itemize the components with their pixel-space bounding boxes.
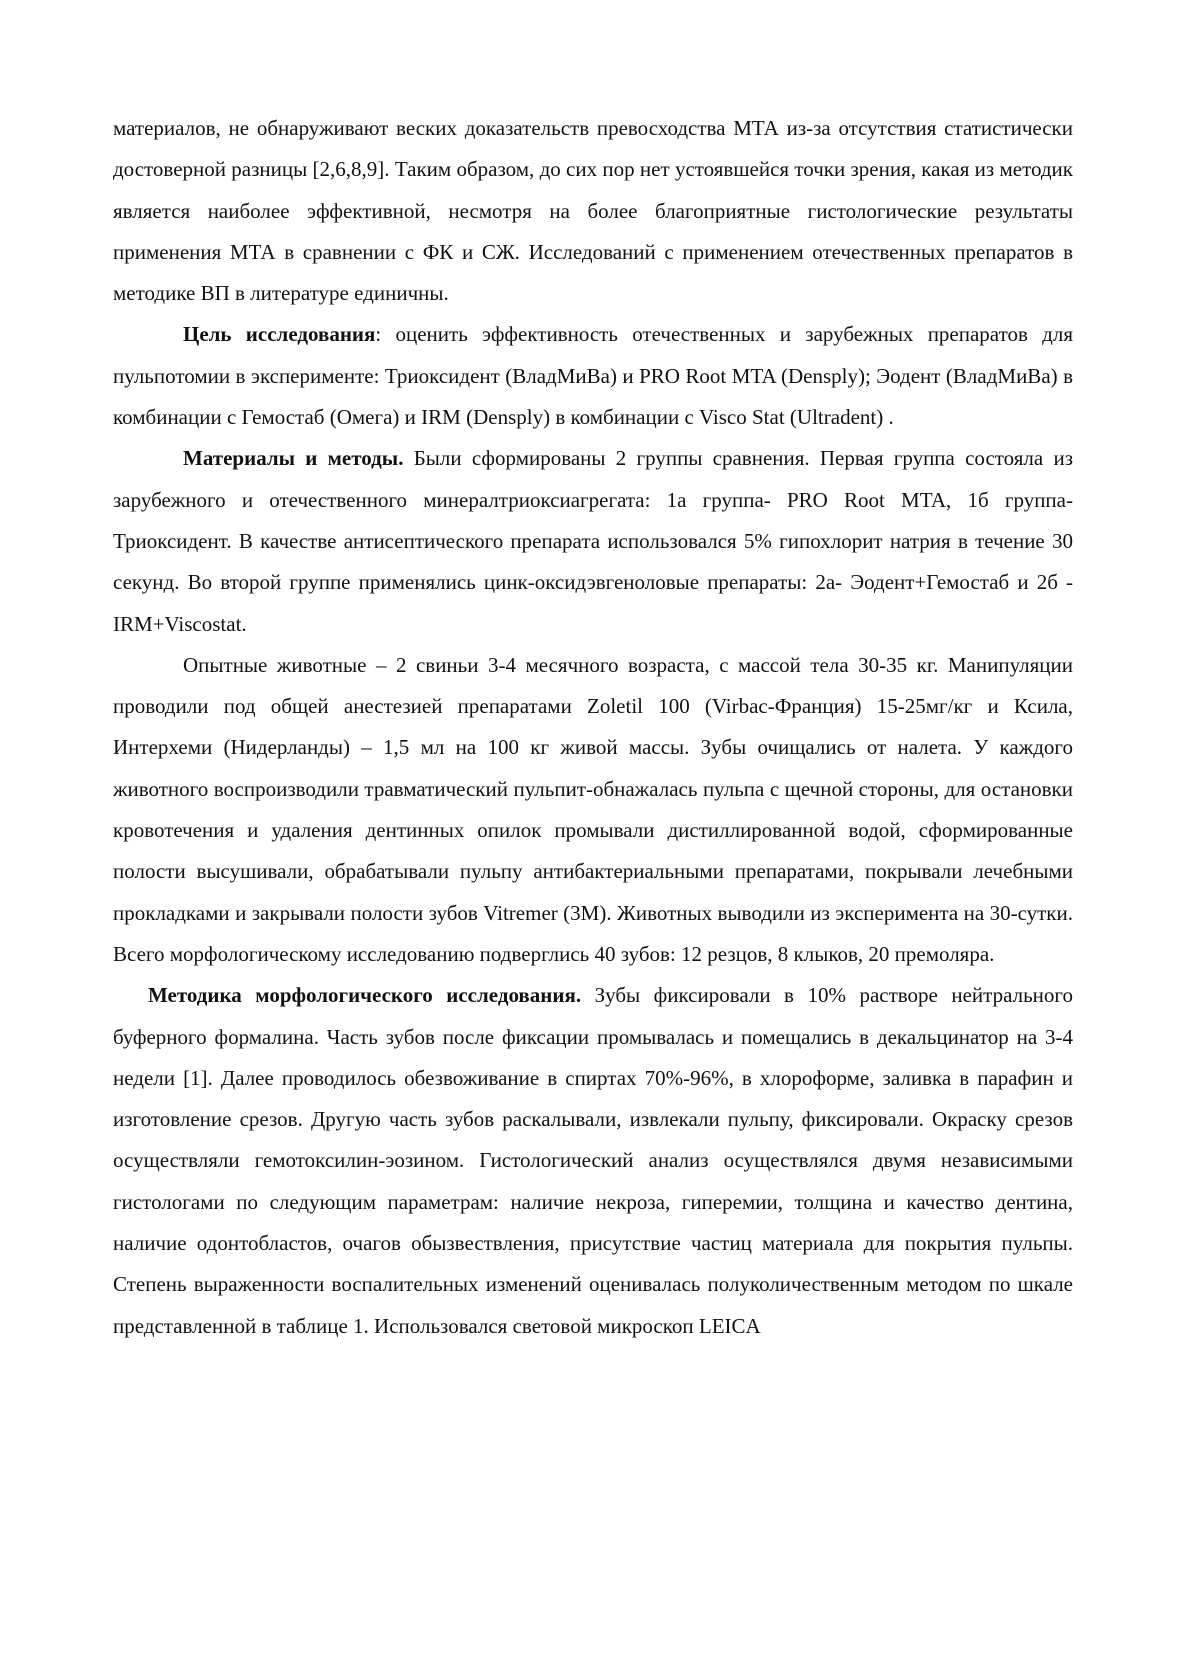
paragraph-morphology-method xyxy=(113,975,1073,1347)
paragraph-experimental-animals: Опытные животные – 2 свиньи 3-4 месячного возраста, с массой тела 30-35 кг. Манипуляции проводили под общей анестезией препаратами Zoletil 100 (Virbac-Франция) 15-25мг/кг и Ксила, Интерхеми (Нидерланды) – 1,5 мл на 100 кг живой массы. Зубы очищались от налета. У каждого животного воспроизводили травматический пульпит-обнажалась пульпа с щечной стороны, для остановки кровотечения и удаления дентинных опилок промывали дистиллированной водой, сформированные полости высушивали, обрабатывали пульпу антибактериальными препаратами, покрывали лечебными прокладками и закрывали полости зубов Vitremer (3M). Животных выводили из эксперимента на 30-сутки. Всего морфологическому исследованию подверглись 40 зубов: 12 резцов, 8 клыков, 20 премоляра. xyxy=(113,652,1073,966)
paragraph-study-aim xyxy=(113,314,1073,438)
document-page xyxy=(113,108,1073,1347)
materials-methods-text: Были сформированы 2 группы сравнения. Первая группа состояла из зарубежного и отечественного минералтриоксиагрегата: 1а группа- PRO Root MTA, 1б группа- Триоксидент. В качестве антисептического препарата использовался 5% гипохлорит натрия в течение 30 секунд. Во второй группе применялись цинк-оксидэвгеноловые препараты: 2а- Эодент+Гемостаб и 2б - IRM+Viscostat. xyxy=(113,446,1073,636)
study-aim-heading: Цель исследования xyxy=(183,322,376,347)
morphology-method-text: Зубы фиксировали в 10% растворе нейтрального буферного формалина. Часть зубов после фиксации промывалась и помещались в декальцинатор на 3-4 недели [1]. Далее проводилось обезвоживание в спиртах 70%-96%, в хлороформе, заливка в парафин и изготовление срезов. Другую часть зубов раскалывали, извлекали пульпу, фиксировали. Окраску срезов осуществляли гемотоксилин-эозином. Гистологический анализ осуществлялся двумя независимыми гистологами по следующим параметрам: наличие некроза, гиперемии, толщина и качество дентина, наличие одонтобластов, очагов обызвествления, присутствие частиц материала для покрытия пульпы. Степень выраженности воспалительных изменений оценивалась полуколичественным методом по шкале представленной в таблице 1. Использовался световой микроскоп LEICA xyxy=(113,983,1073,1338)
morphology-method-heading: Методика морфологического исследования. xyxy=(148,983,582,1008)
paragraph-intro-continuation: материалов, не обнаруживают веских доказательств превосходства МТА из-за отсутствия статистически достоверной разницы [2,6,8,9]. Таким образом, до сих пор нет устоявшейся точки зрения, какая из методик является наиболее эффективной, несмотря на более благоприятные гистологические результаты применения МТА в сравнении с ФК и СЖ. Исследований с применением отечественных препаратов в методике ВП в литературе единичны. xyxy=(113,116,1073,306)
paragraph-materials-methods xyxy=(113,438,1073,644)
materials-methods-heading: Материалы и методы. xyxy=(183,446,404,471)
study-aim-text: : оценить эффективность отечественных и зарубежных препаратов для пульпотомии в эксперименте: Триоксидент (ВладМиВа) и PRO Root MTA (Densply); Эодент (ВладМиВа) в комбинации с Гемостаб (Омега) и IRM (Densply) в комбинации с Visco Stat (Ultradent) . xyxy=(113,322,1073,430)
